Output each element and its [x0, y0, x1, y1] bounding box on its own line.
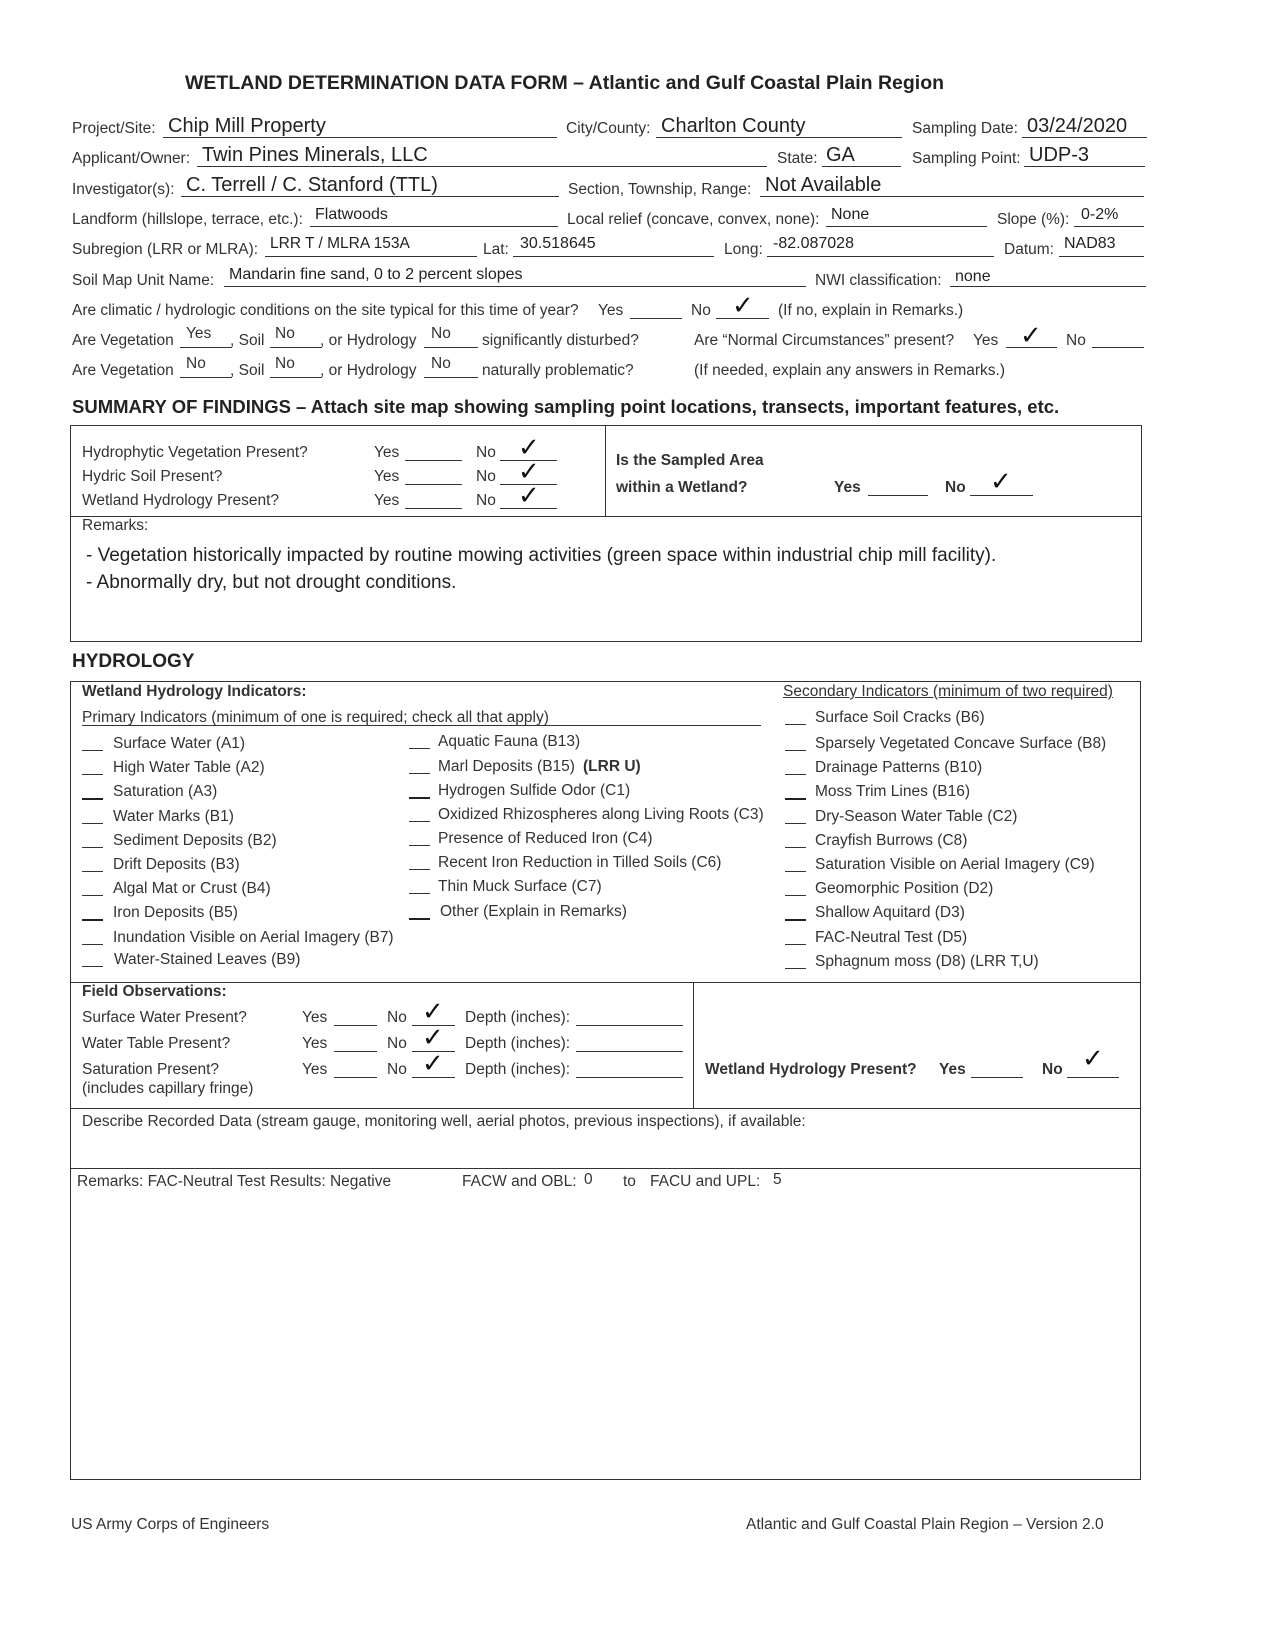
saturation-depth-label: Depth (inches):	[465, 1061, 571, 1078]
field-observations-label: Field Observations:	[82, 983, 227, 1000]
slope-label: Slope (%):	[997, 211, 1070, 228]
hydric-soil-question: Hydric Soil Present?	[82, 468, 223, 485]
nwi-label: NWI classification:	[815, 272, 942, 289]
problematic-vegetation-value: No	[186, 355, 206, 372]
water-table-no-label: No	[387, 1035, 407, 1052]
secondary-checkbox[interactable]	[785, 919, 806, 921]
primary-checkbox[interactable]	[82, 798, 103, 800]
local-relief-value: None	[831, 206, 870, 223]
surface-water-depth-field[interactable]	[576, 1025, 683, 1026]
surface-water-depth-label: Depth (inches):	[465, 1009, 571, 1026]
sampled-area-question-2: within a Wetland?	[616, 479, 748, 496]
climatic-no-check[interactable]: ✓	[732, 290, 754, 320]
secondary-indicator: Shallow Aquitard (D3)	[815, 904, 965, 921]
primary-checkbox[interactable]	[82, 823, 103, 824]
primary-indicator: Water-Stained Leaves (B9)	[114, 951, 301, 968]
describe-recorded-data: Describe Recorded Data (stream gauge, monitoring well, aerial photos, previous inspections), if available:	[82, 1113, 806, 1130]
primary-checkbox[interactable]	[82, 966, 103, 967]
disturbed-vegetation-label: Are Vegetation	[72, 332, 174, 349]
primary-indicator: Aquatic Fauna (B13)	[438, 733, 581, 750]
secondary-checkbox[interactable]	[785, 750, 806, 751]
normal-circ-yes-label: Yes	[973, 332, 999, 349]
primary-indicator: Recent Iron Reduction in Tilled Soils (C6)	[438, 854, 722, 871]
secondary-indicator: Sparsely Vegetated Concave Surface (B8)	[815, 735, 1107, 752]
primary-indicator: Surface Water (A1)	[113, 735, 246, 752]
primary-indicator: Algal Mat or Crust (B4)	[113, 880, 271, 897]
climatic-no-label: No	[691, 302, 711, 319]
disturbed-vegetation-value: Yes	[186, 325, 212, 342]
wetland-hydrology-no-check[interactable]: ✓	[1082, 1043, 1104, 1073]
primary-checkbox[interactable]	[82, 871, 103, 872]
primary-indicator: Saturation (A3)	[113, 783, 218, 800]
primary-indicator: Hydrogen Sulfide Odor (C1)	[438, 782, 631, 799]
project-site-value: Chip Mill Property	[168, 115, 326, 137]
wetland-hydrology-yes-label: Yes	[939, 1061, 966, 1078]
primary-checkbox[interactable]	[409, 748, 430, 749]
primary-checkbox[interactable]	[409, 893, 430, 894]
slope-value: 0-2%	[1081, 206, 1119, 223]
primary-checkbox[interactable]	[82, 895, 103, 896]
primary-indicator: Water Marks (B1)	[113, 808, 234, 825]
sampled-area-no-check[interactable]: ✓	[990, 466, 1012, 496]
sampled-area-no-label: No	[945, 479, 966, 496]
primary-indicator: Drift Deposits (B3)	[113, 856, 240, 873]
primary-indicator: Oxidized Rhizospheres along Living Roots (C3)	[438, 806, 764, 823]
problematic-soil-value: No	[275, 355, 295, 372]
primary-checkbox[interactable]	[409, 869, 430, 870]
secondary-indicator: Saturation Visible on Aerial Imagery (C9)	[815, 856, 1095, 873]
primary-indicator: Sediment Deposits (B2)	[113, 832, 277, 849]
wetland-hydro-no-check[interactable]: ✓	[518, 480, 540, 510]
hydrophytic-yes-label: Yes	[374, 444, 400, 461]
secondary-checkbox[interactable]	[785, 774, 806, 775]
saturation-yes-label: Yes	[302, 1061, 328, 1078]
indicators-label: Wetland Hydrology Indicators:	[82, 683, 307, 700]
summary-heading: SUMMARY OF FINDINGS – Attach site map showing sampling point locations, transects, important features, etc.	[72, 396, 1060, 417]
surface-water-yes-label: Yes	[302, 1009, 328, 1026]
primary-indicators-label: Primary Indicators (minimum of one is required; check all that apply)	[82, 709, 549, 726]
water-table-depth-label: Depth (inches):	[465, 1035, 571, 1052]
summary-remark-2: - Abnormally dry, but not drought conditions.	[86, 572, 457, 593]
disturbed-hydrology-value: No	[431, 325, 451, 342]
primary-indicator: Presence of Reduced Iron (C4)	[438, 830, 653, 847]
secondary-indicator: Sphagnum moss (D8) (LRR T,U)	[815, 953, 1039, 970]
secondary-indicator: Moss Trim Lines (B16)	[815, 783, 971, 800]
problematic-hydrology-value: No	[431, 355, 451, 372]
soil-map-label: Soil Map Unit Name:	[72, 272, 215, 289]
primary-indicator: Thin Muck Surface (C7)	[438, 878, 602, 895]
secondary-checkbox[interactable]	[785, 944, 806, 945]
climatic-question: Are climatic / hydrologic conditions on the site typical for this time of year?	[72, 302, 579, 319]
water-table-yes-label: Yes	[302, 1035, 328, 1052]
wetland-hydrology-no-label: No	[1042, 1061, 1063, 1078]
primary-indicator: Other (Explain in Remarks)	[440, 903, 627, 920]
problematic-vegetation-label: Are Vegetation	[72, 362, 174, 379]
city-county-label: City/County:	[566, 120, 651, 137]
to-label: to	[623, 1173, 636, 1190]
secondary-indicator: Surface Soil Cracks (B6)	[815, 709, 985, 726]
wetland-hydrology-question: Wetland Hydrology Present?	[82, 492, 280, 509]
state-label: State:	[777, 150, 818, 167]
project-site-label: Project/Site:	[72, 120, 156, 137]
primary-checkbox[interactable]	[409, 773, 430, 774]
secondary-checkbox[interactable]	[785, 823, 806, 824]
secondary-indicator: FAC-Neutral Test (D5)	[815, 929, 968, 946]
long-value: -82.087028	[773, 235, 854, 252]
wetland-hydro-no-label: No	[476, 492, 496, 509]
normal-circ-no-label: No	[1066, 332, 1086, 349]
secondary-checkbox[interactable]	[785, 871, 806, 872]
city-county-value: Charlton County	[661, 115, 806, 137]
saturation-no-check[interactable]: ✓	[422, 1048, 444, 1078]
primary-checkbox[interactable]	[82, 847, 103, 848]
facw-obl-value: 0	[584, 1171, 593, 1188]
sampled-area-question-1: Is the Sampled Area	[616, 452, 764, 469]
secondary-indicator: Drainage Patterns (B10)	[815, 759, 983, 776]
normal-circumstances-question: Are “Normal Circumstances” present?	[694, 332, 955, 349]
lat-label: Lat:	[483, 241, 509, 258]
investigators-value: C. Terrell / C. Stanford (TTL)	[186, 174, 438, 196]
form-title: WETLAND DETERMINATION DATA FORM – Atlantic and Gulf Coastal Plain Region	[185, 72, 945, 94]
summary-remarks-label: Remarks:	[82, 517, 149, 534]
disturbed-soil-label: , Soil	[230, 332, 265, 349]
if-no-explain: (If no, explain in Remarks.)	[778, 302, 964, 319]
water-table-no-check[interactable]: ✓	[422, 1022, 444, 1052]
primary-checkbox[interactable]	[82, 750, 103, 751]
primary-checkbox[interactable]	[409, 797, 430, 799]
soil-map-value: Mandarin fine sand, 0 to 2 percent slopes	[229, 266, 523, 283]
hydrophytic-no-label: No	[476, 444, 496, 461]
primary-indicator: Iron Deposits (B5)	[113, 904, 238, 921]
secondary-checkbox[interactable]	[785, 847, 806, 848]
facu-upl-label: FACU and UPL:	[650, 1173, 761, 1190]
problematic-hydrology-label: , or Hydrology	[320, 362, 417, 379]
capillary-fringe-note: (includes capillary fringe)	[82, 1080, 254, 1097]
normal-circ-yes-check[interactable]: ✓	[1020, 320, 1042, 350]
secondary-indicator: Crayfish Burrows (C8)	[815, 832, 968, 849]
problematic-soil-label: , Soil	[230, 362, 265, 379]
if-needed-explain: (If needed, explain any answers in Remarks.)	[694, 362, 1006, 379]
applicant-label: Applicant/Owner:	[72, 150, 191, 167]
sampling-point-value: UDP-3	[1029, 144, 1090, 166]
primary-indicator: Marl Deposits (B15)	[438, 758, 575, 775]
saturation-question: Saturation Present?	[82, 1061, 220, 1078]
subregion-label: Subregion (LRR or MLRA):	[72, 241, 259, 258]
climatic-yes-label: Yes	[598, 302, 624, 319]
datum-value: NAD83	[1064, 235, 1116, 252]
problematic-question: naturally problematic?	[482, 362, 634, 379]
state-value: GA	[826, 144, 855, 166]
secondary-checkbox[interactable]	[785, 968, 806, 969]
lat-value: 30.518645	[520, 235, 596, 252]
landform-label: Landform (hillslope, terrace, etc.):	[72, 211, 303, 228]
sampling-point-label: Sampling Point:	[912, 150, 1021, 167]
primary-checkbox[interactable]	[409, 918, 430, 920]
disturbed-soil-value: No	[275, 325, 295, 342]
primary-indicator: Inundation Visible on Aerial Imagery (B7)	[113, 929, 394, 946]
secondary-checkbox[interactable]	[785, 798, 806, 800]
footer-left: US Army Corps of Engineers	[71, 1516, 270, 1533]
secondary-indicators-label: Secondary Indicators (minimum of two required)	[783, 683, 1113, 700]
secondary-indicator: Dry-Season Water Table (C2)	[815, 808, 1018, 825]
summary-remark-1: - Vegetation historically impacted by routine mowing activities (green space within industrial chip mill facility).	[86, 545, 997, 566]
section-label: Section, Township, Range:	[568, 181, 752, 198]
primary-indicator: High Water Table (A2)	[113, 759, 265, 776]
surface-water-question: Surface Water Present?	[82, 1009, 247, 1026]
hydric-yes-label: Yes	[374, 468, 400, 485]
secondary-checkbox[interactable]	[785, 724, 806, 725]
hydric-no-check[interactable]: ✓	[518, 456, 540, 486]
applicant-value: Twin Pines Minerals, LLC	[202, 144, 428, 166]
primary-checkbox[interactable]	[82, 774, 103, 775]
hydrology-heading: HYDROLOGY	[72, 651, 195, 672]
wetland-hydro-yes-label: Yes	[374, 492, 400, 509]
sampling-date-value: 03/24/2020	[1027, 115, 1128, 137]
datum-label: Datum:	[1004, 241, 1054, 258]
saturation-depth-field[interactable]	[576, 1077, 683, 1078]
sampling-date-label: Sampling Date:	[912, 120, 1018, 137]
footer-right: Atlantic and Gulf Coastal Plain Region – Version 2.0	[746, 1516, 1104, 1533]
hydric-no-label: No	[476, 468, 496, 485]
long-label: Long:	[724, 241, 763, 258]
lrr-u-label: (LRR U)	[583, 758, 641, 775]
disturbed-hydrology-label: , or Hydrology	[320, 332, 417, 349]
local-relief-label: Local relief (concave, convex, none):	[567, 211, 820, 228]
section-value: Not Available	[765, 174, 882, 196]
surface-water-no-label: No	[387, 1009, 407, 1026]
secondary-checkbox[interactable]	[785, 895, 806, 896]
saturation-no-label: No	[387, 1061, 407, 1078]
surface-water-no-check[interactable]: ✓	[422, 996, 444, 1026]
facw-obl-label: FACW and OBL:	[462, 1173, 577, 1190]
primary-checkbox[interactable]	[82, 944, 103, 945]
water-table-question: Water Table Present?	[82, 1035, 231, 1052]
primary-checkbox[interactable]	[409, 821, 430, 822]
wetland-hydrology-present-label: Wetland Hydrology Present?	[705, 1061, 917, 1078]
nwi-value: none	[955, 268, 991, 285]
primary-checkbox[interactable]	[409, 845, 430, 846]
water-table-depth-field[interactable]	[576, 1051, 683, 1052]
subregion-value: LRR T / MLRA 153A	[270, 235, 410, 252]
disturbed-question: significantly disturbed?	[482, 332, 639, 349]
facu-upl-value: 5	[773, 1171, 782, 1188]
hydrology-remarks-fac: Remarks: FAC-Neutral Test Results: Negative	[77, 1173, 392, 1190]
sampled-area-yes-label: Yes	[834, 479, 861, 496]
landform-value: Flatwoods	[315, 206, 388, 223]
primary-checkbox[interactable]	[82, 919, 103, 921]
hydrophytic-question: Hydrophytic Vegetation Present?	[82, 444, 308, 461]
secondary-indicator: Geomorphic Position (D2)	[815, 880, 994, 897]
investigators-label: Investigator(s):	[72, 181, 175, 198]
hydrophytic-no-check[interactable]: ✓	[518, 432, 540, 462]
